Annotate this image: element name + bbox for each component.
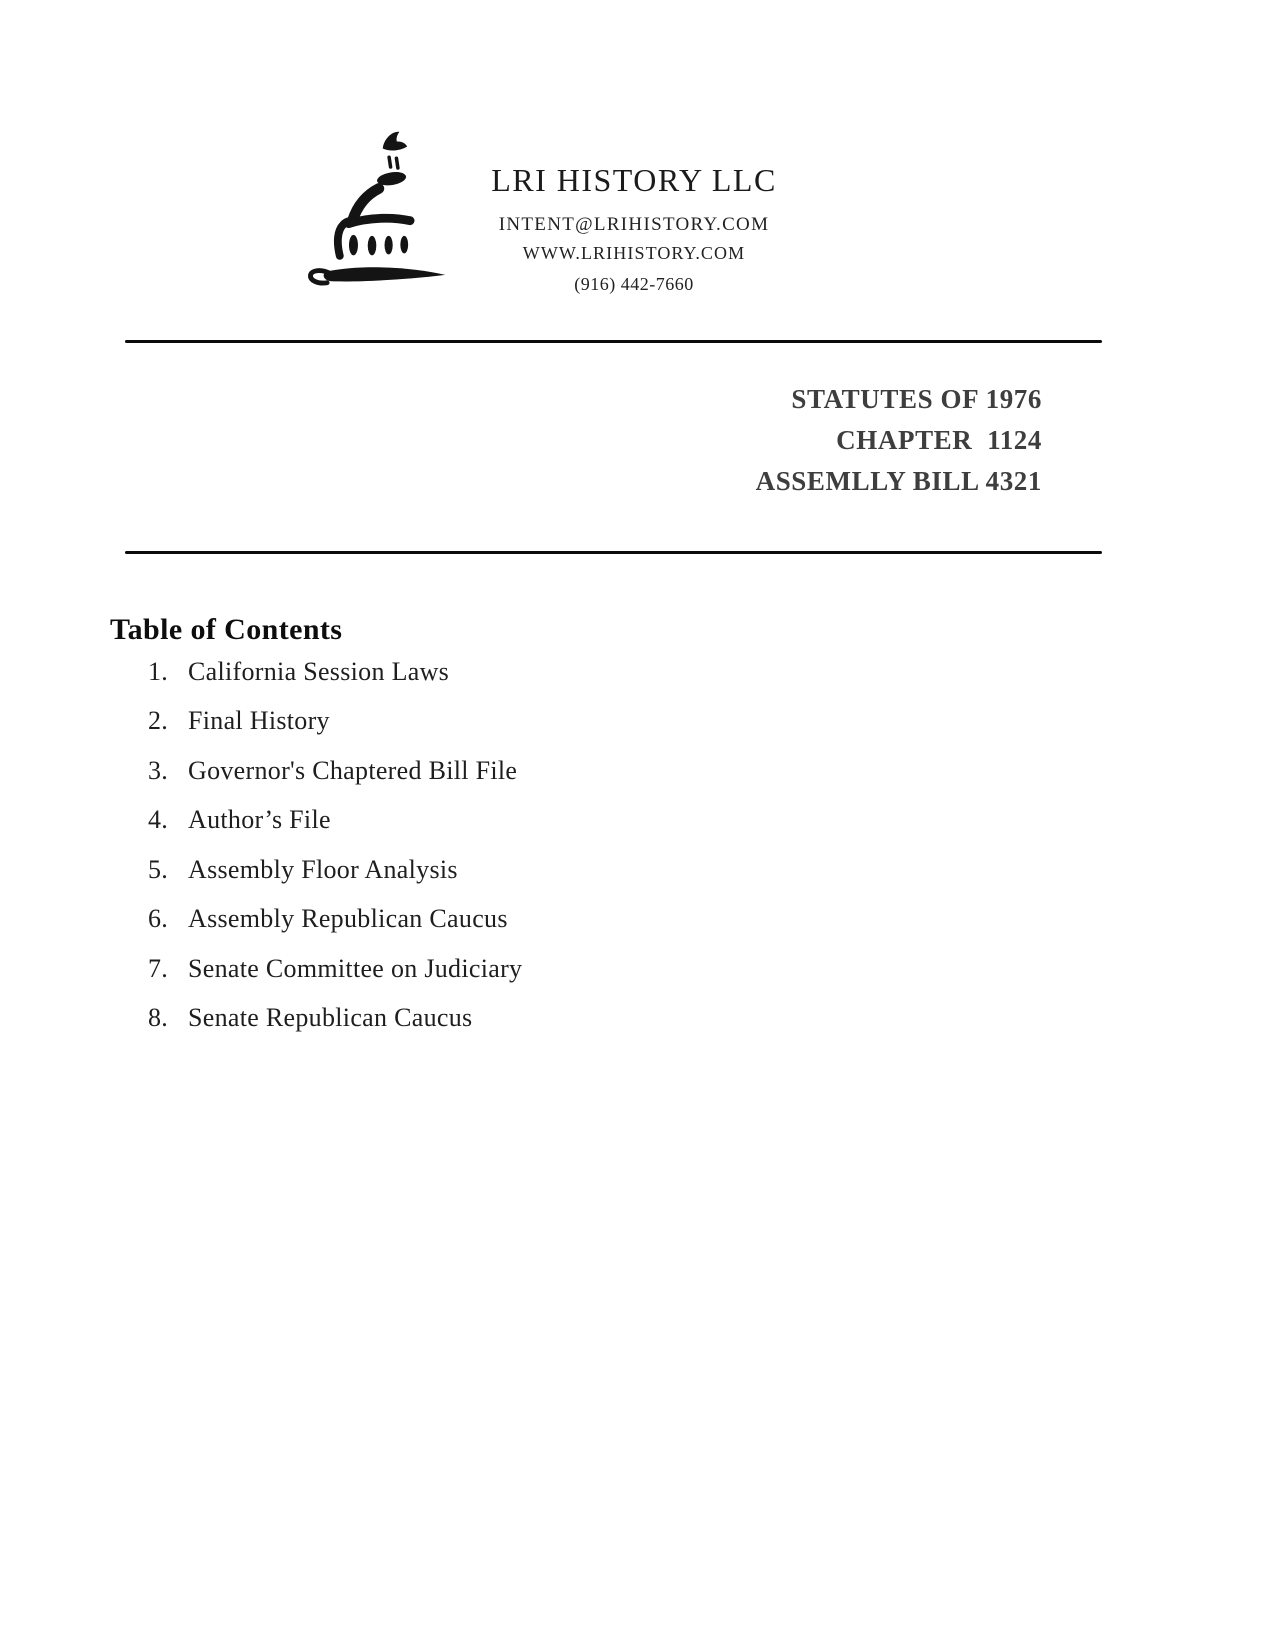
assembly-bill-line: ASSEMLLY BILL 4321 bbox=[755, 466, 1042, 496]
toc-item bbox=[148, 895, 522, 945]
toc-item-number: 1. bbox=[148, 656, 169, 686]
toc-item-number: 4. bbox=[148, 805, 169, 835]
toc-item-label: Senate Republican Caucus bbox=[188, 1003, 473, 1033]
toc-item-number: 8. bbox=[148, 1003, 169, 1033]
toc-item-number: 5. bbox=[148, 854, 169, 884]
toc-item-label: Governor's Chaptered Bill File bbox=[188, 755, 518, 785]
toc-item-number: 2. bbox=[148, 706, 169, 736]
toc-list bbox=[148, 647, 522, 1043]
toc-item-number: 7. bbox=[148, 953, 169, 983]
toc-item bbox=[148, 845, 522, 895]
toc-item-label: Senate Committee on Judiciary bbox=[188, 953, 523, 983]
divider-rule-top bbox=[125, 340, 1102, 343]
toc-item bbox=[148, 647, 522, 697]
toc-item-label: Author’s File bbox=[188, 805, 331, 835]
company-name: LRI HISTORY LLC bbox=[491, 162, 777, 198]
company-email: INTENT@LRIHISTORY.COM bbox=[498, 214, 770, 235]
letterhead-text bbox=[334, 164, 934, 293]
toc-item-label: California Session Laws bbox=[188, 656, 450, 686]
chapter-line: CHAPTER 1124 bbox=[836, 425, 1042, 455]
company-website: WWW.LRIHISTORY.COM bbox=[522, 243, 746, 263]
toc-item-label: Assembly Floor Analysis bbox=[188, 854, 458, 884]
toc-item bbox=[148, 994, 522, 1044]
toc-item bbox=[148, 944, 522, 994]
toc-item-label: Assembly Republican Caucus bbox=[188, 904, 508, 934]
toc-item bbox=[148, 796, 522, 846]
company-phone: (916) 442-7660 bbox=[574, 274, 694, 294]
toc-heading: Table of Contents bbox=[110, 612, 343, 646]
toc-item bbox=[148, 746, 522, 796]
toc-item-number: 3. bbox=[148, 755, 169, 785]
bill-reference-block bbox=[756, 379, 1042, 502]
toc-item bbox=[148, 697, 522, 747]
toc-item-label: Final History bbox=[188, 706, 330, 736]
divider-rule-bottom bbox=[125, 551, 1102, 554]
toc-item-number: 6. bbox=[148, 904, 169, 934]
statutes-line: STATUTES OF 1976 bbox=[791, 384, 1042, 414]
